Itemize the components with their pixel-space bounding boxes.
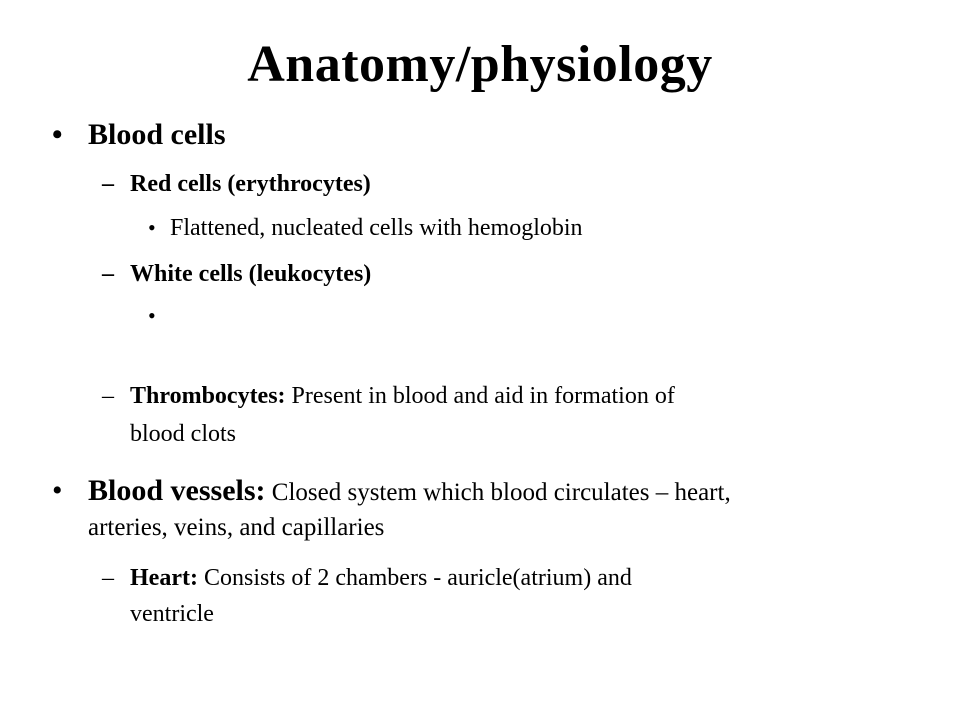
subitem-thrombocytes — [102, 380, 675, 412]
bullet-text: Closed system which blood circulates – heart, — [265, 479, 731, 506]
dash-marker: – — [102, 565, 114, 591]
bullet-label: Blood vessels: — [88, 474, 266, 507]
subitem-text: Present in blood and aid in formation of — [285, 383, 675, 409]
subitem-label: Heart: — [130, 565, 198, 591]
subitem-white-cells — [102, 258, 372, 290]
bullet-marker: • — [148, 303, 156, 328]
subitem-thrombocytes-cont — [130, 418, 236, 450]
subitem-text: White cells (leukocytes) — [130, 261, 372, 287]
subitem-text: blood clots — [130, 421, 236, 447]
bullet-marker: • — [52, 474, 63, 507]
subitem-text: Red cells (erythrocytes) — [130, 171, 371, 197]
subitem-heart — [102, 562, 632, 594]
bullet-marker: • — [148, 215, 156, 240]
dash-marker: – — [102, 383, 114, 409]
bullet-blood-vessels — [52, 472, 731, 512]
subitem-text: ventricle — [130, 601, 214, 627]
subitem-text: Consists of 2 chambers - auricle(atrium) and — [197, 565, 632, 591]
dash-marker: – — [102, 261, 114, 287]
slide-title: Anatomy/physiology — [247, 36, 713, 93]
bullet-blood-cells — [52, 116, 226, 154]
bullet-text: Blood cells — [88, 118, 226, 151]
bullet-blood-vessels-cont — [88, 512, 384, 544]
subitem-heart-cont — [130, 598, 214, 630]
bullet-text: arteries, veins, and capillaries — [88, 514, 385, 541]
subitem-red-cells — [102, 168, 371, 200]
detail-text: Flattened, nucleated cells with hemoglobin — [170, 215, 583, 241]
subitem-label: Thrombocytes: — [130, 383, 286, 409]
dash-marker: – — [102, 171, 114, 197]
bullet-marker: • — [52, 118, 63, 151]
detail-red-cells — [148, 212, 583, 244]
